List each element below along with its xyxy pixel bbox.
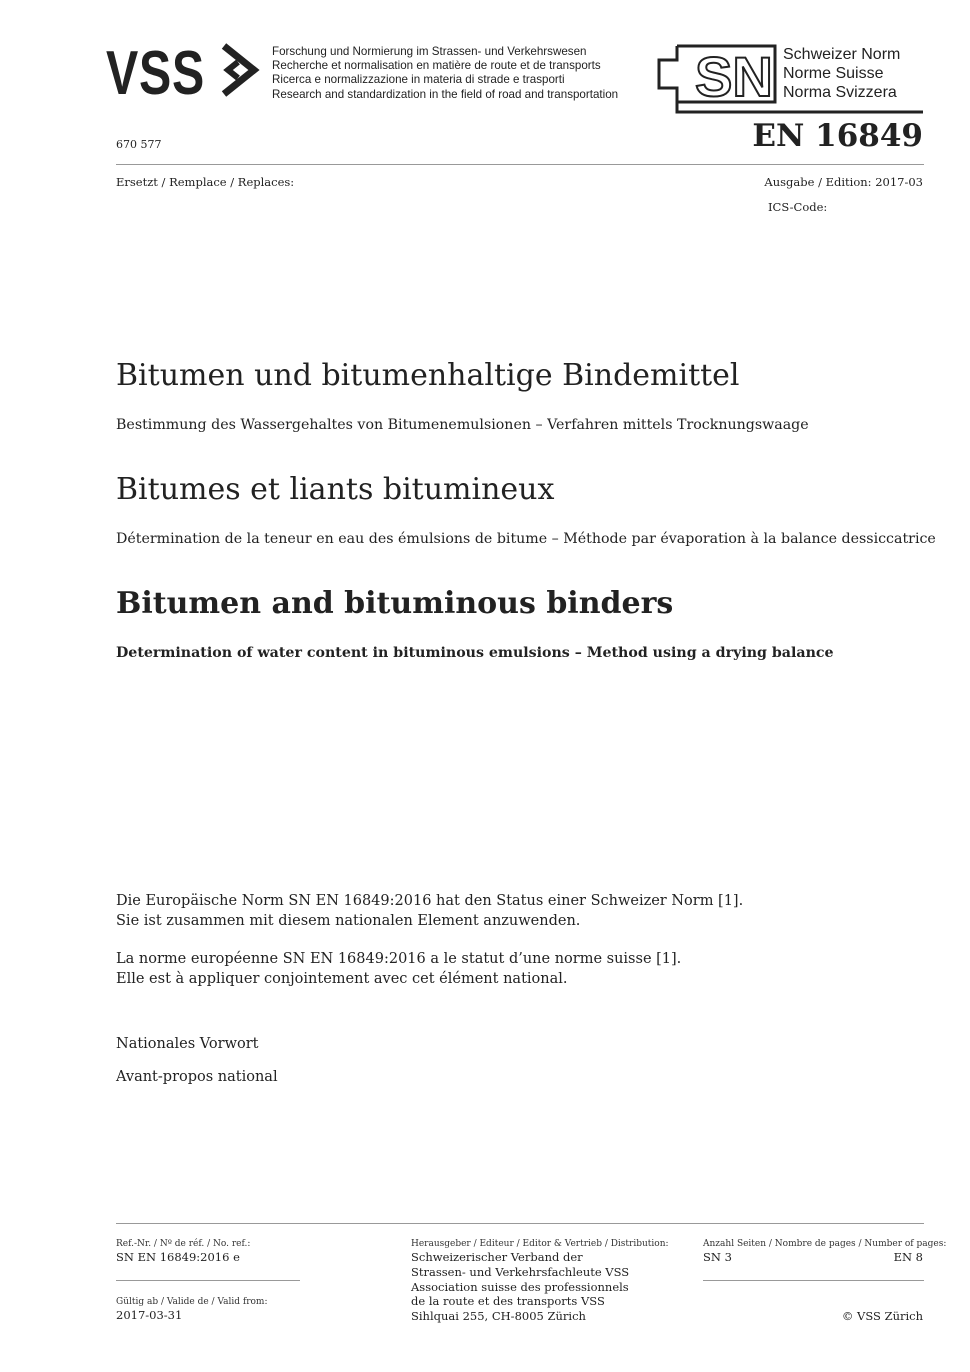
title-german: Bitumen und bitumenhaltige Bindemittel [116, 358, 740, 393]
valid-from-label: Gültig ab / Valide de / Valid from: [116, 1297, 268, 1307]
header-divider [116, 164, 924, 165]
title-french: Bitumes et liants bitumineux [116, 472, 555, 507]
subtitle-english: Determination of water content in bituminous emulsions – Method using a drying balance [116, 645, 834, 661]
publisher-address [411, 1250, 629, 1324]
vss-line-en: Research and standardization in the field of road and transportation [272, 87, 619, 101]
status-german-line-2: Sie ist zusammen mit diesem nationalen Element anzuwenden. [116, 913, 581, 929]
sn-name-fr: Norme Suisse [783, 65, 884, 82]
sn-logo-text: SN [695, 45, 773, 108]
foreword-german: Nationales Vorwort [116, 1036, 259, 1052]
publisher-line: Schweizerischer Verband der [411, 1250, 583, 1264]
vss-line-de: Forschung und Normierung im Strassen- und Verkehrswesen [272, 45, 587, 58]
status-german [116, 891, 743, 931]
ref-value: SN EN 16849:2016 e [116, 1250, 240, 1264]
publisher-line: Sihlquai 255, CH-8005 Zürich [411, 1309, 586, 1324]
footer-right-divider [703, 1280, 924, 1281]
copyright: © VSS Zürich [841, 1309, 923, 1323]
subtitle-french: Détermination de la teneur en eau des émulsions de bitume – Méthode par évaporation à la balance dessiccatrice [116, 531, 936, 547]
status-german-line-1: Die Europäische Norm SN EN 16849:2016 hat den Status einer Schweizer Norm [1]. [116, 893, 744, 909]
document-number: 670 577 [116, 138, 162, 151]
vss-line-it: Ricerca e normalizzazione in materia di strade e trasporti [272, 73, 565, 87]
sn-name-it: Norma Svizzera [783, 84, 897, 101]
vss-description [272, 45, 618, 102]
publisher-label: Herausgeber / Editeur / Editor & Vertrieb / Distribution: [411, 1239, 669, 1249]
vss-logo-text: VSS [106, 40, 206, 100]
ics-code-label: ICS-Code: [768, 200, 828, 214]
standard-id: EN 16849 [752, 118, 923, 154]
sn-name-de: Schweizer Norm [783, 46, 901, 63]
status-french [116, 949, 681, 989]
foreword-french: Avant-propos national [116, 1069, 278, 1085]
status-french-line-1: La norme européenne SN EN 16849:2016 a le statut d’une norme suisse [1]. [116, 951, 682, 967]
page-count-label: Anzahl Seiten / Nombre de pages / Number of pages: [703, 1239, 947, 1249]
publisher-line: Strassen- und Verkehrsfachleute VSS [411, 1264, 630, 1279]
publisher-line: Association suisse des professionnels [411, 1279, 629, 1294]
ref-label: Ref.-Nr. / Nº de réf. / No. ref.: [116, 1239, 251, 1249]
page-count-sn: SN 3 [703, 1250, 732, 1264]
subtitle-german: Bestimmung des Wassergehaltes von Bitumenemulsionen – Verfahren mittels Trocknungswaage [116, 417, 809, 433]
vss-logo [106, 40, 268, 104]
valid-from-value: 2017-03-31 [116, 1308, 183, 1322]
sn-norm-names [783, 45, 900, 102]
vss-line-fr: Recherche et normalisation en matière de route et de transports [272, 59, 601, 73]
title-english: Bitumen and bituminous binders [116, 586, 674, 621]
footer-divider [116, 1223, 924, 1224]
edition-label: Ausgabe / Edition: 2017-03 [764, 175, 923, 189]
status-french-line-2: Elle est à appliquer conjointement avec cet élément national. [116, 971, 568, 987]
footer-left-divider [116, 1280, 300, 1281]
replaces-label: Ersetzt / Remplace / Replaces: [116, 175, 295, 189]
publisher-line: de la route et des transports VSS [411, 1294, 605, 1309]
page-count-en: EN 8 [893, 1250, 923, 1264]
